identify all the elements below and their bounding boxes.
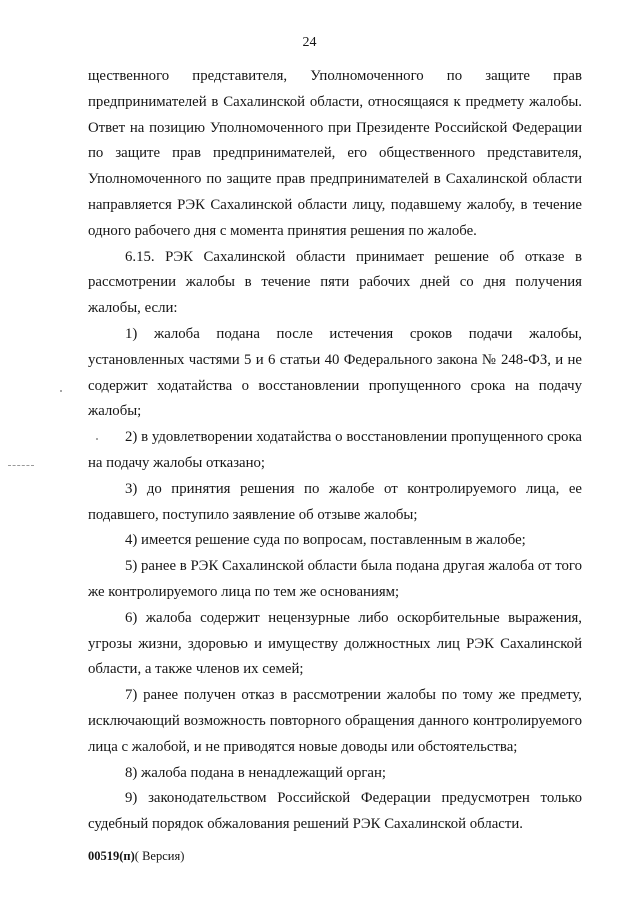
list-item: 7) ранее получен отказ в рассмотрении жалобы по тому же предмету, исключающий возможность повторного обращения данного контролируемого лица с жалобой, и не приводятся новые доводы или обстоятельства; xyxy=(88,687,582,755)
list-item: 2) в удовлетворении ходатайства о восстановлении пропущенного срока на подачу жалобы отказано; xyxy=(88,429,582,471)
paragraph: 6.15. РЭК Сахалинской области принимает решение об отказе в рассмотрении жалобы в течение пяти рабочих дней со дня получения жалобы, если: xyxy=(88,248,582,317)
list-item: 6) жалоба содержит нецензурные либо оскорбительные выражения, угрозы жизни, здоровью и имуществу должностных лиц РЭК Сахалинской области, а также членов их семей; xyxy=(88,609,582,678)
list-item: 1) жалоба подана после истечения сроков подачи жалобы, установленных частями 5 и 6 статьи 40 Федерального закона № 248-ФЗ, и не содержит ходатайства о восстановлении пропущенного срока на подачу жалобы; xyxy=(88,325,582,420)
list-item: 5) ранее в РЭК Сахалинской области была подана другая жалоба от того же контролируемого лица по тем же основаниям; xyxy=(88,558,582,600)
document-body xyxy=(88,64,582,838)
scan-artifact-line xyxy=(8,465,34,466)
document-version: ( Версия) xyxy=(134,849,185,863)
list-item: 4) имеется решение суда по вопросам, поставленным в жалобе; xyxy=(125,532,526,549)
scan-artifact-dot xyxy=(96,438,98,440)
list-item: 8) жалоба подана в ненадлежащий орган; xyxy=(125,764,387,781)
document-footer xyxy=(88,849,184,864)
paragraph: щественного представителя, Уполномоченного по защите прав предпринимателей в Сахалинской области, относящаяся к предмету жалобы. Ответ на позицию Уполномоченного при Президенте Российской Федерации по защите прав предпринимателей, его общественного представителя, Уполномоченного по защите прав предпринимателей в Сахалинской области направляется РЭК Сахалинской области лицу, подавшему жалобу, в течение одного рабочего дня с момента принятия решения по жалобе. xyxy=(88,68,582,239)
document-code: 00519(п) xyxy=(88,849,135,863)
scan-artifact-dot xyxy=(60,390,62,392)
page-number: 24 xyxy=(302,35,317,50)
list-item: 9) законодательством Российской Федерации предусмотрен только судебный порядок обжалования решений РЭК Сахалинской области. xyxy=(88,790,582,833)
list-item: 3) до принятия решения по жалобе от контролируемого лица, ее подавшего, поступило заявление об отзыве жалобы; xyxy=(88,480,582,523)
